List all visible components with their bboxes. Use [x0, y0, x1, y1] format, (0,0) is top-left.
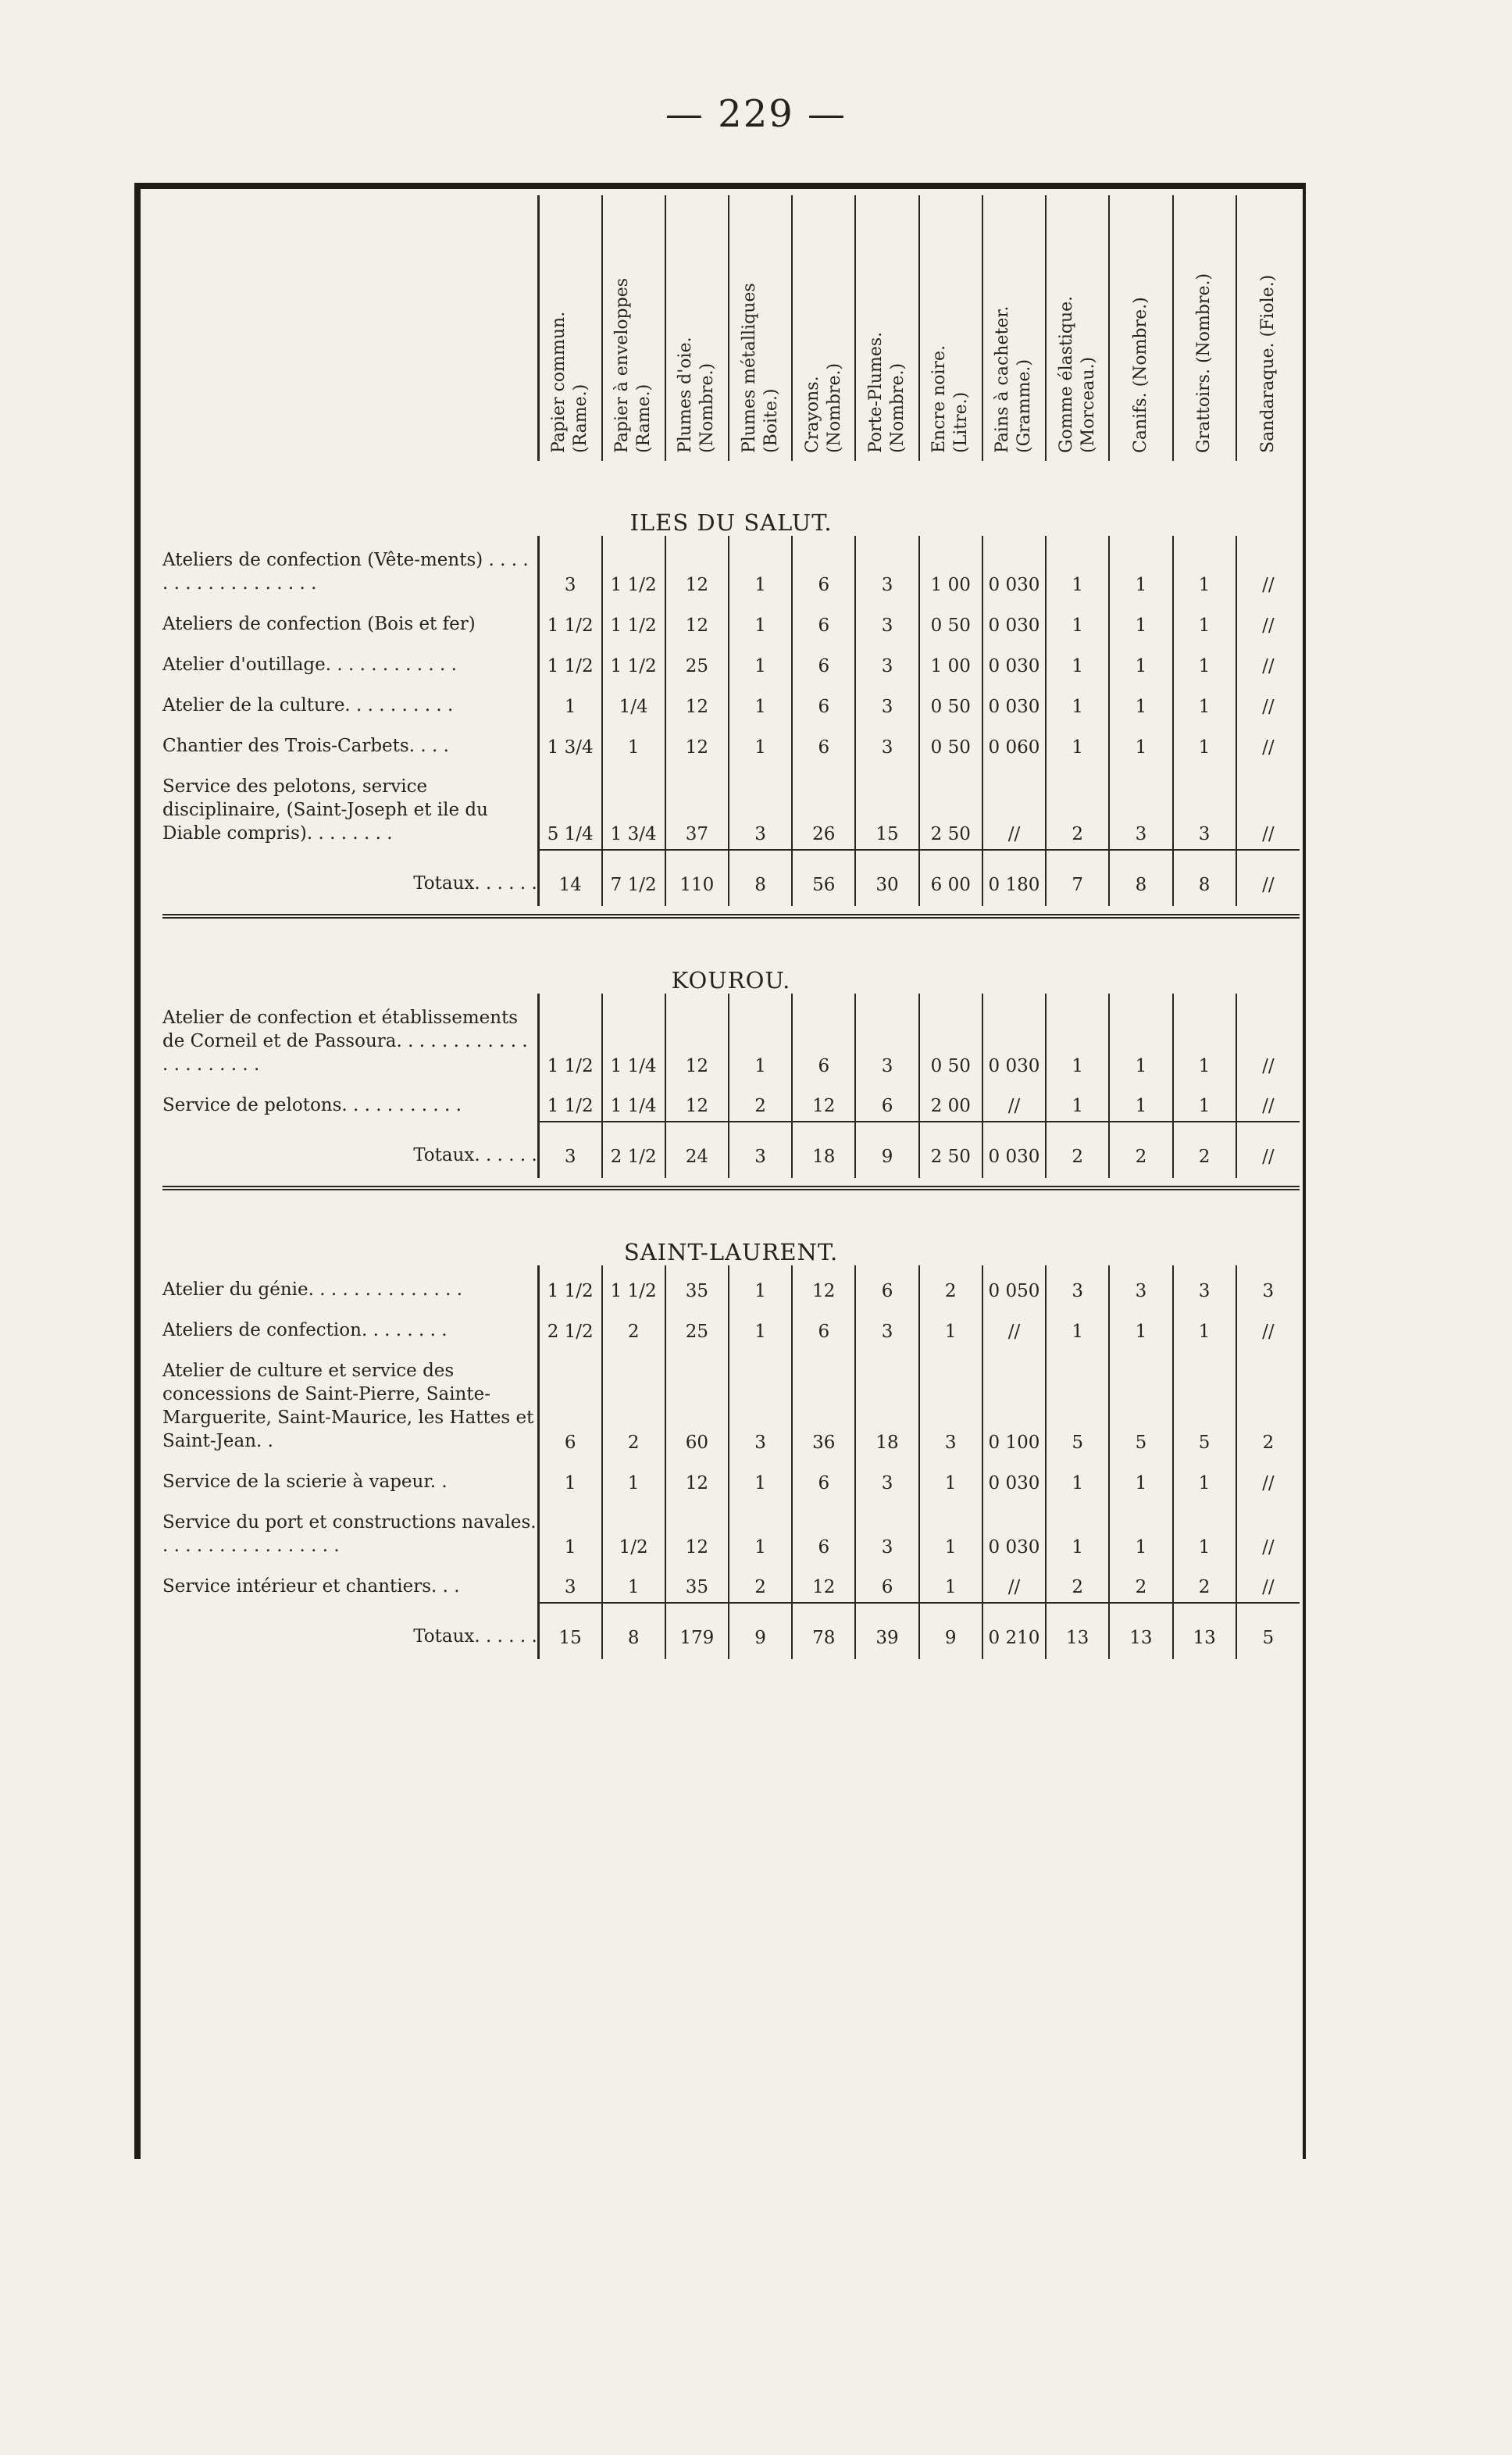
- table-cell: 3: [1109, 1265, 1172, 1306]
- table-cell: //: [1236, 600, 1300, 641]
- table-cell: 2 50: [919, 762, 982, 850]
- table-cell: 3: [855, 600, 918, 641]
- table-cell: 1: [919, 1306, 982, 1347]
- table-cell: 1: [538, 1458, 601, 1498]
- totals-row: [162, 1122, 1300, 1178]
- table-cell: 0 100: [982, 1347, 1046, 1458]
- table-cell: 0 50: [919, 681, 982, 722]
- column-header: Plumes d'oie. (Nombre.): [665, 195, 729, 461]
- table-cell: //: [982, 1306, 1046, 1347]
- total-cell: 0 180: [982, 850, 1046, 906]
- table-cell: 1: [1046, 681, 1109, 722]
- table-cell: 1: [729, 722, 792, 762]
- table-cell: 12: [665, 600, 729, 641]
- table-cell: 1: [1173, 1081, 1236, 1122]
- table-cell: 2: [1236, 1347, 1300, 1458]
- table-cell: 1: [1046, 536, 1109, 600]
- table-row: [162, 681, 1300, 722]
- table-cell: 3: [855, 681, 918, 722]
- table-cell: 1: [602, 722, 665, 762]
- table-cell: 0 030: [982, 994, 1046, 1081]
- supplies-table: [162, 195, 1300, 1659]
- table-cell: 1 1/2: [602, 641, 665, 681]
- table-cell: 5 1/4: [538, 762, 601, 850]
- table-cell: 12: [665, 1498, 729, 1562]
- table-cell: 0 030: [982, 1458, 1046, 1498]
- column-header: Plumes métalliques (Boite.): [729, 195, 792, 461]
- table-cell: 1: [1109, 1458, 1172, 1498]
- total-cell: //: [1236, 1122, 1300, 1178]
- table-cell: 3: [855, 1306, 918, 1347]
- column-header: Porte-Plumes. (Nombre.): [855, 195, 918, 461]
- table-cell: 6: [792, 641, 855, 681]
- row-label: Ateliers de confection (Vête-ments) . . . . . . . . . . . . . . . . . .: [162, 550, 529, 594]
- table-cell: //: [1236, 681, 1300, 722]
- table-cell: 1 1/2: [602, 1265, 665, 1306]
- section-title-row: [162, 916, 1300, 994]
- section-title-row: [162, 461, 1300, 536]
- total-cell: 30: [855, 850, 918, 906]
- table-cell: 1: [1046, 600, 1109, 641]
- table-cell: 1: [919, 1498, 982, 1562]
- total-cell: 2: [1046, 1122, 1109, 1178]
- row-label: Atelier d'outillage. . . . . . . . . . . .: [162, 655, 457, 675]
- table-row: [162, 722, 1300, 762]
- total-cell: 8: [1109, 850, 1172, 906]
- table-cell: 0 50: [919, 722, 982, 762]
- table-cell: 2 00: [919, 1081, 982, 1122]
- total-cell: 13: [1046, 1603, 1109, 1659]
- table-cell: 1: [1046, 1306, 1109, 1347]
- table-row: [162, 536, 1300, 600]
- table-cell: 1 00: [919, 536, 982, 600]
- total-cell: 14: [538, 850, 601, 906]
- column-header: Encre noire. (Litre.): [919, 195, 982, 461]
- total-cell: //: [1236, 850, 1300, 906]
- divider-line: [162, 906, 1300, 916]
- table-cell: 1: [1173, 1306, 1236, 1347]
- table-body: [162, 461, 1300, 1659]
- table-cell: //: [1236, 536, 1300, 600]
- table-cell: 1: [1173, 641, 1236, 681]
- table-cell: 1: [729, 600, 792, 641]
- table-cell: 1: [1046, 1081, 1109, 1122]
- table-row: [162, 1306, 1300, 1347]
- table-cell: 1: [1173, 681, 1236, 722]
- total-cell: 3: [538, 1122, 601, 1178]
- total-cell: 0 030: [982, 1122, 1046, 1178]
- table-cell: 3: [538, 1562, 601, 1603]
- table-cell: 6: [792, 1458, 855, 1498]
- total-cell: 18: [792, 1122, 855, 1178]
- section-divider: [162, 1178, 1300, 1188]
- total-cell: 2 50: [919, 1122, 982, 1178]
- total-cell: 15: [538, 1603, 601, 1659]
- table-cell: 6: [792, 1498, 855, 1562]
- table-cell: 6: [792, 681, 855, 722]
- section-title-row: [162, 1188, 1300, 1265]
- table-cell: 6: [792, 600, 855, 641]
- total-cell: 8: [729, 850, 792, 906]
- table-cell: 1: [729, 1265, 792, 1306]
- total-cell: 78: [792, 1603, 855, 1659]
- table-cell: 6: [855, 1265, 918, 1306]
- table-cell: 1 1/2: [538, 1265, 601, 1306]
- table-cell: 3: [729, 1347, 792, 1458]
- table-cell: 26: [792, 762, 855, 850]
- table-cell: 1: [1173, 1498, 1236, 1562]
- totals-row: [162, 1603, 1300, 1659]
- table-cell: 1 1/2: [538, 641, 601, 681]
- table-cell: 0 030: [982, 681, 1046, 722]
- row-label: Service de la scierie à vapeur. .: [162, 1472, 448, 1492]
- table-cell: //: [1236, 1498, 1300, 1562]
- table-cell: 25: [665, 1306, 729, 1347]
- divider-line: [162, 1178, 1300, 1188]
- table-cell: 2: [729, 1081, 792, 1122]
- table-cell: 36: [792, 1347, 855, 1458]
- table-cell: 3: [855, 641, 918, 681]
- column-header-row: [162, 195, 1300, 461]
- total-cell: 9: [729, 1603, 792, 1659]
- table-cell: 1 1/2: [538, 600, 601, 641]
- table-cell: 0 030: [982, 641, 1046, 681]
- table-cell: 1: [729, 641, 792, 681]
- column-header: Crayons. (Nombre.): [792, 195, 855, 461]
- table-cell: //: [1236, 1081, 1300, 1122]
- table-cell: 1: [1046, 722, 1109, 762]
- total-cell: 9: [855, 1122, 918, 1178]
- table-cell: 1: [919, 1458, 982, 1498]
- table-cell: 12: [665, 681, 729, 722]
- table-cell: 3: [1046, 1265, 1109, 1306]
- row-label: Atelier du génie. . . . . . . . . . . . . .: [162, 1279, 463, 1300]
- table-cell: 12: [792, 1562, 855, 1603]
- column-header: Canifs. (Nombre.): [1109, 195, 1172, 461]
- column-header: Papier commun. (Rame.): [538, 195, 601, 461]
- table-cell: 25: [665, 641, 729, 681]
- table-cell: 12: [665, 536, 729, 600]
- table-cell: 1: [1046, 994, 1109, 1081]
- table-cell: 1: [1109, 994, 1172, 1081]
- table-row: [162, 600, 1300, 641]
- total-cell: 179: [665, 1603, 729, 1659]
- table-cell: 3: [1173, 762, 1236, 850]
- table-cell: //: [1236, 762, 1300, 850]
- table-cell: 3: [1236, 1265, 1300, 1306]
- row-label: Atelier de la culture. . . . . . . . . .: [162, 695, 454, 715]
- table-row: [162, 641, 1300, 681]
- table-cell: 3: [855, 536, 918, 600]
- total-cell: 3: [729, 1122, 792, 1178]
- totals-row: [162, 850, 1300, 906]
- table-cell: 1: [1109, 681, 1172, 722]
- table-cell: 6: [792, 536, 855, 600]
- total-cell: 56: [792, 850, 855, 906]
- table-cell: 3: [919, 1347, 982, 1458]
- row-label: Chantier des Trois-Carbets. . . .: [162, 736, 449, 756]
- table-cell: //: [982, 1081, 1046, 1122]
- totals-label: Totaux. . . . . .: [413, 1626, 537, 1647]
- table-cell: 2: [602, 1306, 665, 1347]
- table-cell: //: [1236, 1306, 1300, 1347]
- table-cell: 12: [665, 722, 729, 762]
- table-cell: 15: [855, 762, 918, 850]
- table-cell: 5: [1109, 1347, 1172, 1458]
- table-cell: 2: [602, 1347, 665, 1458]
- total-cell: 13: [1109, 1603, 1172, 1659]
- table-cell: 3: [855, 1458, 918, 1498]
- table-row: [162, 1458, 1300, 1498]
- table-cell: 1: [729, 681, 792, 722]
- table-cell: //: [1236, 641, 1300, 681]
- table-cell: 2: [1173, 1562, 1236, 1603]
- row-label: Ateliers de confection. . . . . . . .: [162, 1320, 448, 1340]
- table-cell: 1: [1109, 1498, 1172, 1562]
- table-cell: 1: [729, 536, 792, 600]
- column-header: Sandaraque. (Fiole.): [1236, 195, 1300, 461]
- table-cell: 5: [1173, 1347, 1236, 1458]
- table-cell: 3: [855, 722, 918, 762]
- section-divider: [162, 906, 1300, 916]
- table-row: [162, 1347, 1300, 1458]
- table-cell: 0 50: [919, 600, 982, 641]
- table-cell: 3: [1173, 1265, 1236, 1306]
- totals-label: Totaux. . . . . .: [413, 873, 537, 894]
- table-cell: 2 1/2: [538, 1306, 601, 1347]
- table-cell: 6: [792, 722, 855, 762]
- table-cell: 6: [855, 1562, 918, 1603]
- total-cell: 2: [1173, 1122, 1236, 1178]
- table-cell: 1: [1109, 600, 1172, 641]
- table-cell: 1 00: [919, 641, 982, 681]
- table-cell: 1: [1109, 641, 1172, 681]
- header-blank: [162, 195, 538, 461]
- table-cell: 12: [665, 1458, 729, 1498]
- column-header: Pains à cacheter. (Gramme.): [982, 195, 1046, 461]
- table-cell: 5: [1046, 1347, 1109, 1458]
- table-cell: 6: [538, 1347, 601, 1458]
- table-cell: 0 030: [982, 600, 1046, 641]
- table-cell: 1: [538, 681, 601, 722]
- table-cell: 12: [792, 1265, 855, 1306]
- table-cell: 1: [1046, 1458, 1109, 1498]
- table-cell: 1 1/2: [602, 536, 665, 600]
- table-cell: 1: [538, 1498, 601, 1562]
- column-header: Grattoirs. (Nombre.): [1173, 195, 1236, 461]
- table-cell: 2: [919, 1265, 982, 1306]
- table-cell: 1: [1046, 641, 1109, 681]
- table-cell: 1: [1046, 1498, 1109, 1562]
- table-cell: 1: [919, 1562, 982, 1603]
- table-cell: 6: [855, 1081, 918, 1122]
- table-cell: 1 3/4: [538, 722, 601, 762]
- row-label: Service du port et constructions navales. . . . . . . . . . . . . . . . .: [162, 1512, 537, 1556]
- table-cell: 1/4: [602, 681, 665, 722]
- row-label: Atelier de culture et service des concessions de Saint-Pierre, Sainte-Marguerite, Saint-Maurice, les Hattes et Saint-Jean. .: [162, 1361, 534, 1451]
- table-cell: 1: [1109, 1306, 1172, 1347]
- table-cell: 0 030: [982, 1498, 1046, 1562]
- table-cell: 3: [855, 1498, 918, 1562]
- table-cell: 3: [1109, 762, 1172, 850]
- table-cell: 1 3/4: [602, 762, 665, 850]
- table-cell: 1: [729, 1306, 792, 1347]
- table-row: [162, 1265, 1300, 1306]
- total-cell: 110: [665, 850, 729, 906]
- table-cell: 1: [1109, 722, 1172, 762]
- table-cell: 1: [602, 1562, 665, 1603]
- table-cell: 3: [538, 536, 601, 600]
- table-cell: //: [1236, 1458, 1300, 1498]
- total-cell: 0 210: [982, 1603, 1046, 1659]
- table-cell: //: [982, 1562, 1046, 1603]
- table-cell: 1 1/4: [602, 994, 665, 1081]
- total-cell: 7: [1046, 850, 1109, 906]
- table-row: [162, 1081, 1300, 1122]
- table-cell: 1: [729, 1498, 792, 1562]
- table-cell: //: [1236, 1562, 1300, 1603]
- table-cell: 1 1/4: [602, 1081, 665, 1122]
- total-cell: 7 1/2: [602, 850, 665, 906]
- table-cell: //: [1236, 994, 1300, 1081]
- total-cell: 13: [1173, 1603, 1236, 1659]
- table-cell: 2: [1046, 762, 1109, 850]
- column-header: Gomme élastique. (Morceau.): [1046, 195, 1109, 461]
- table-cell: 6: [792, 994, 855, 1081]
- row-label: Service des pelotons, service disciplinaire, (Saint-Joseph et ile du Diable compris). . . . . . . .: [162, 776, 488, 844]
- table-cell: 1: [1173, 994, 1236, 1081]
- table-cell: 2: [1046, 1562, 1109, 1603]
- table-cell: 1 1/2: [538, 994, 601, 1081]
- total-cell: 6 00: [919, 850, 982, 906]
- table-cell: 3: [729, 762, 792, 850]
- table-row: [162, 1562, 1300, 1603]
- totals-label: Totaux. . . . . .: [413, 1145, 537, 1165]
- table-cell: 35: [665, 1265, 729, 1306]
- total-cell: 2 1/2: [602, 1122, 665, 1178]
- total-cell: 8: [1173, 850, 1236, 906]
- section-title: SAINT-LAURENT.: [623, 1239, 839, 1265]
- table-cell: 60: [665, 1347, 729, 1458]
- table-cell: 2: [1109, 1562, 1172, 1603]
- section-title: KOUROU.: [671, 967, 791, 994]
- total-cell: 24: [665, 1122, 729, 1178]
- table-cell: 1 1/2: [538, 1081, 601, 1122]
- total-cell: 5: [1236, 1603, 1300, 1659]
- table-cell: //: [1236, 722, 1300, 762]
- table-cell: 2: [729, 1562, 792, 1603]
- table-row: [162, 994, 1300, 1081]
- table-row: [162, 762, 1300, 850]
- table-cell: 12: [665, 994, 729, 1081]
- row-label: Atelier de confection et établissements de Corneil et de Passoura. . . . . . . . . . . . . . . . . . . . .: [162, 1008, 528, 1075]
- total-cell: 8: [602, 1603, 665, 1659]
- table-cell: 18: [855, 1347, 918, 1458]
- table-cell: 0 050: [982, 1265, 1046, 1306]
- table-cell: 1/2: [602, 1498, 665, 1562]
- total-cell: 39: [855, 1603, 918, 1659]
- table-row: [162, 1498, 1300, 1562]
- row-label: Service intérieur et chantiers. . .: [162, 1576, 460, 1597]
- table-cell: 6: [792, 1306, 855, 1347]
- table-cell: 1: [1173, 600, 1236, 641]
- table-cell: 1 1/2: [602, 600, 665, 641]
- page-number: — 229 —: [665, 92, 847, 136]
- table-cell: 35: [665, 1562, 729, 1603]
- row-label: Ateliers de confection (Bois et fer): [162, 614, 476, 634]
- total-cell: 9: [919, 1603, 982, 1659]
- table-cell: 1: [1173, 536, 1236, 600]
- table-cell: 1: [1109, 1081, 1172, 1122]
- table-cell: 37: [665, 762, 729, 850]
- table-cell: 0 030: [982, 536, 1046, 600]
- column-header: Papier à enveloppes (Rame.): [602, 195, 665, 461]
- row-label: Service de pelotons. . . . . . . . . . .: [162, 1095, 462, 1115]
- table-cell: 0 060: [982, 722, 1046, 762]
- table-cell: 0 50: [919, 994, 982, 1081]
- table-cell: 1: [1173, 722, 1236, 762]
- table-cell: 3: [855, 994, 918, 1081]
- table-cell: 12: [665, 1081, 729, 1122]
- table-cell: 1: [1173, 1458, 1236, 1498]
- table-cell: //: [982, 762, 1046, 850]
- table-cell: 1: [729, 994, 792, 1081]
- table-cell: 1: [1109, 536, 1172, 600]
- table-cell: 12: [792, 1081, 855, 1122]
- table-cell: 1: [602, 1458, 665, 1498]
- table-cell: 1: [729, 1458, 792, 1498]
- section-title: ILES DU SALUT.: [629, 509, 833, 536]
- total-cell: 2: [1109, 1122, 1172, 1178]
